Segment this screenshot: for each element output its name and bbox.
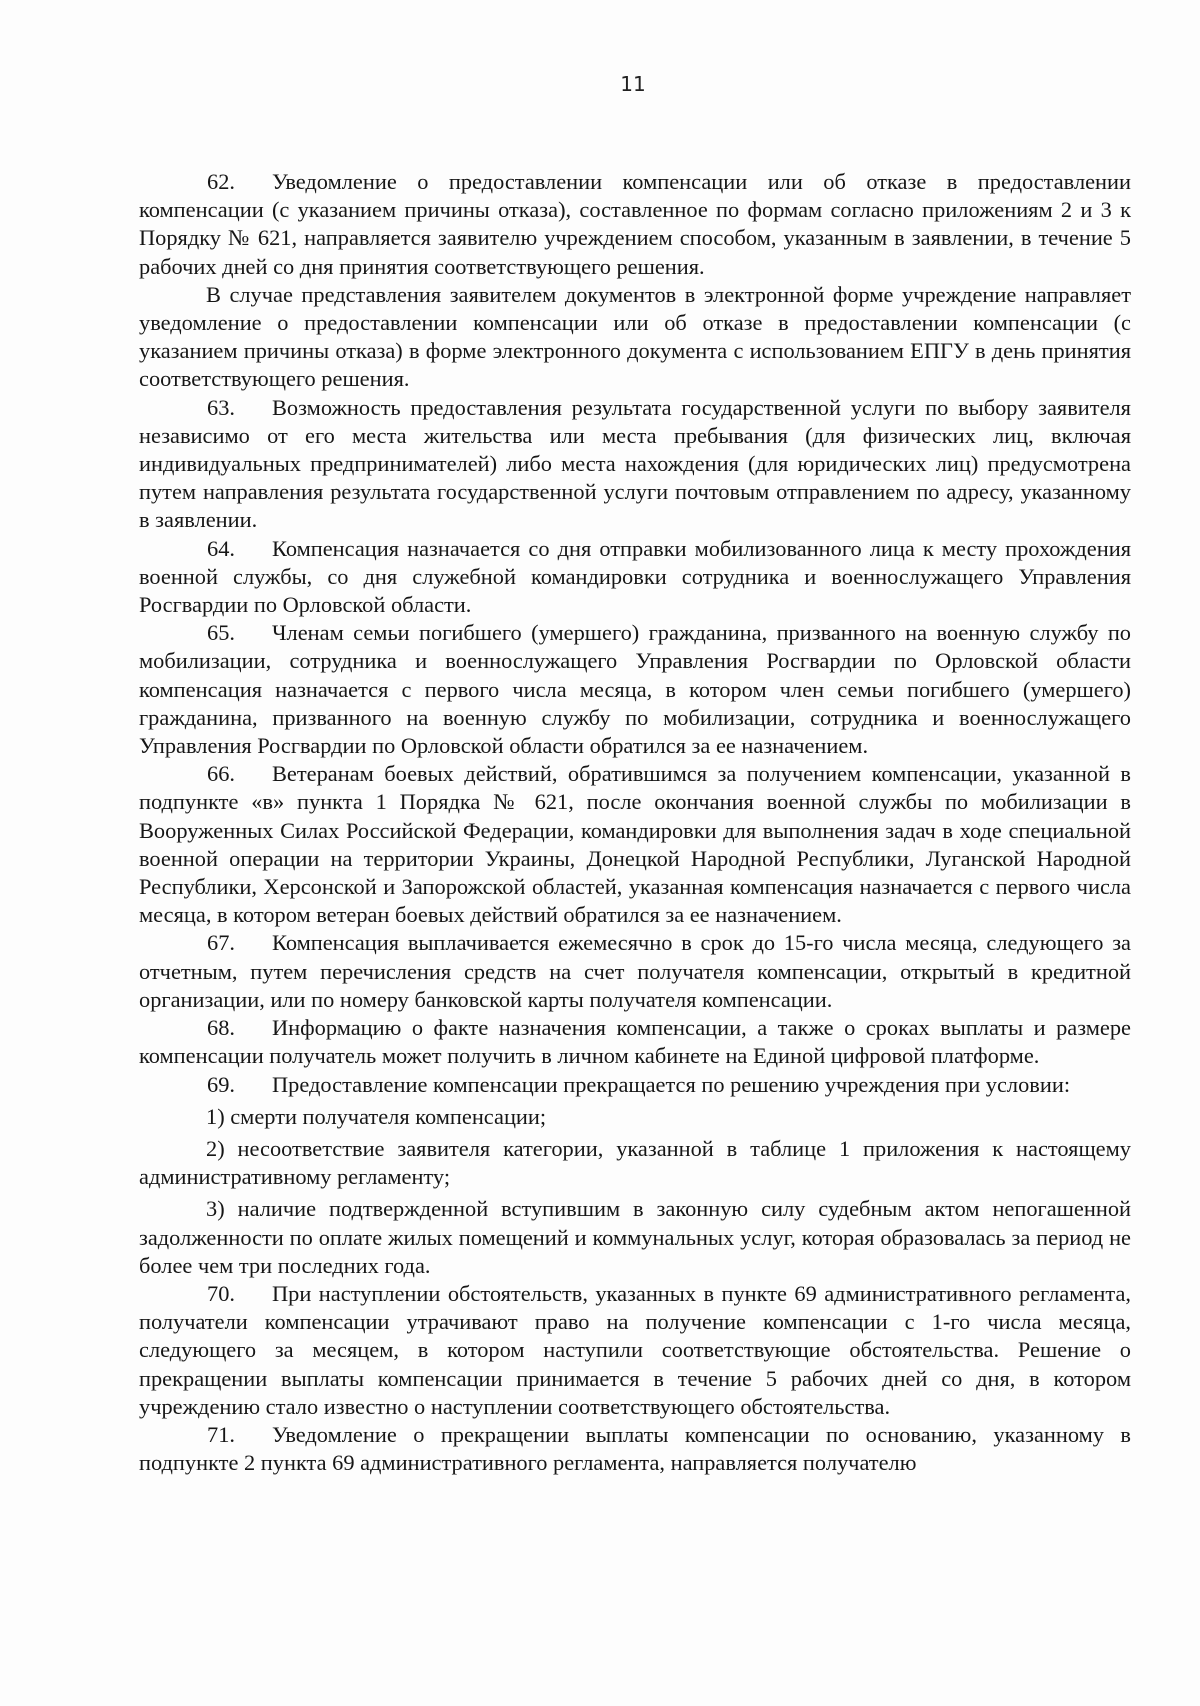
list-item-text: 3) наличие подтвержденной вступившим в законную силу судебным актом непогашенной задолженности по оплате жилых помещений и коммунальных услуг, которая образовалась за период не более чем три последних года. [139, 1196, 1131, 1278]
paragraph-number: 70. [207, 1280, 235, 1306]
paragraph-number: 62. [207, 169, 235, 194]
paragraph-64 [139, 535, 1131, 620]
list-item-2 [139, 1135, 1131, 1191]
paragraph-number: 64. [207, 535, 235, 561]
paragraph-text: Информацию о факте назначения компенсации, а также о сроках выплаты и размере компенсации получатель может получить в личном кабинете на Единой цифровой платформе. [139, 1015, 1131, 1069]
paragraph-67 [139, 929, 1131, 1014]
paragraph-text: В случае представления заявителем документов в электронной форме учреждение направляет уведомление о предоставлении компенсации или об отказе в предоставлении компенсации (с указанием причины отказа) в форме электронного документа с использованием ЕПГУ в день принятия соответствующего решения. [139, 281, 1131, 392]
paragraph-66 [139, 760, 1131, 929]
paragraph-text: Уведомление о предоставлении компенсации или об отказе в предоставлении компенсации (с указанием причины отказа), составленное по формам согласно приложениям 2 и 3 к Порядку № 621, направляется заявителю учреждением способом, указанным в заявлении, в течение 5 рабочих дней со дня принятия соответствующего решения. [139, 169, 1131, 279]
paragraph-69 [139, 1071, 1131, 1099]
paragraph-text: Компенсация назначается со дня отправки мобилизованного лица к месту прохождения военной службы, со дня служебной командировки сотрудника и военнослужащего Управления Росгвардии по Орловской области. [139, 535, 1131, 618]
document-body [139, 168, 1131, 1477]
paragraph-text: Предоставление компенсации прекращается по решению учреждения при условии: [272, 1071, 1071, 1097]
paragraph-number: 71. [207, 1421, 235, 1447]
paragraph-text: Членам семьи погибшего (умершего) гражданина, призванного на военную службу по мобилизации, сотрудника и военнослужащего Управления Росгвардии по Орловской области компенсация назначается с первого числа месяца, в котором член семьи погибшего (умершего) гражданина, призванного на военную службу по мобилизации, сотрудника и военнослужащего Управления Росгвардии по Орловской области обратился за ее назначением. [139, 620, 1131, 759]
paragraph-text: Компенсация выплачивается ежемесячно в срок до 15-го числа месяца, следующего за отчетным, путем перечисления средств на счет получателя компенсации, открытый в кредитной организации, или по номеру банковской карты получателя компенсации. [139, 930, 1131, 1012]
paragraph-text: Возможность предоставления результата государственной услуги по выбору заявителя независимо от его места жительства или места пребывания (для физических лиц, включая индивидуальных предпринимателей) либо места нахождения (для юридических лиц) предусмотрена путем направления результата государственной услуги почтовым отправлением по адресу, указанному в заявлении. [139, 394, 1131, 533]
paragraph-number: 63. [207, 394, 235, 420]
paragraph-number: 67. [207, 930, 235, 956]
paragraph-62 [139, 168, 1131, 281]
list-item-text: 2) несоответствие заявителя категории, указанной в таблице 1 приложения к настоящему административному регламенту; [139, 1135, 1131, 1190]
paragraph-number: 65. [207, 620, 235, 646]
paragraph-68 [139, 1014, 1131, 1070]
paragraph-text: Уведомление о прекращении выплаты компенсации по основанию, указанному в подпункте 2 пункта 69 административного регламента, направляется получателю [139, 1421, 1131, 1476]
list-item-1 [139, 1103, 1131, 1131]
paragraph-71 [139, 1421, 1131, 1477]
page-number: 11 [620, 72, 646, 96]
paragraph-text: При наступлении обстоятельств, указанных в пункте 69 административного регламента, получатели компенсации утрачивают право на получение компенсации с 1-го числа месяца, следующего за месяцем, в котором наступили соответствующие обстоятельства. Решение о прекращении выплаты компенсации принимается в течение 5 рабочих дней со дня, в котором учреждению стало известно о наступлении соответствующего обстоятельства. [139, 1280, 1131, 1419]
paragraph-63 [139, 394, 1131, 535]
paragraph-70 [139, 1280, 1131, 1421]
list-item-text: 1) смерти получателя компенсации; [206, 1103, 547, 1129]
paragraph-number: 69. [207, 1071, 235, 1097]
paragraph-text: Ветеранам боевых действий, обратившимся за получением компенсации, указанной в подпункте «в» пункта 1 Порядка № 621, после окончания военной службы по мобилизации в Вооруженных Силах Российской Федерации, командировки для выполнения задач в ходе специальной военной операции на территории Украины, Донецкой Народной Республики, Луганской Народной Республики, Херсонской и Запорожской областей, указанная компенсация назначается с первого числа месяца, в котором ветеран боевых действий обратился за ее назначением. [139, 761, 1131, 928]
paragraph-65 [139, 619, 1131, 760]
paragraph-62-electronic [139, 281, 1131, 394]
paragraph-number: 68. [207, 1015, 235, 1041]
paragraph-number: 66. [207, 761, 235, 787]
list-item-3 [139, 1195, 1131, 1280]
